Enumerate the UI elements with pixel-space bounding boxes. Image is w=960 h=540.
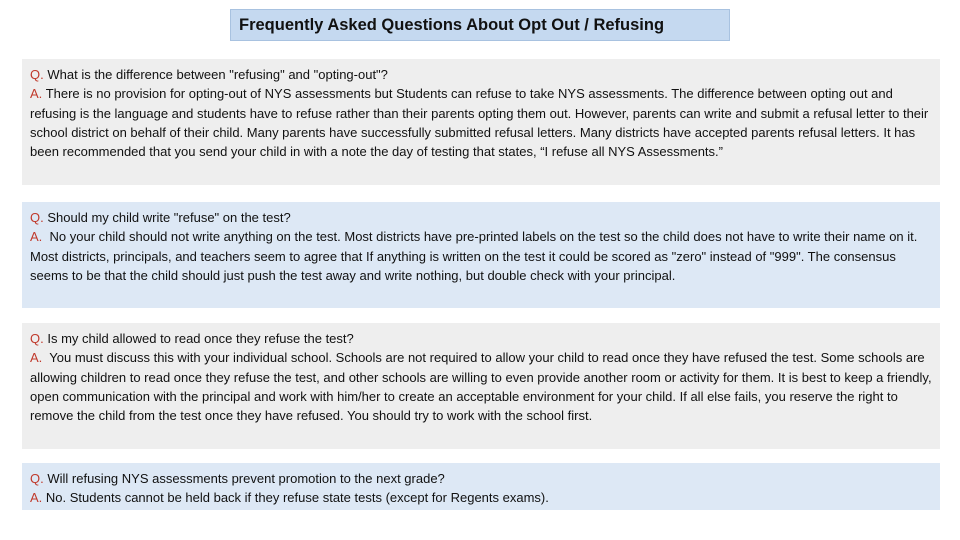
answer-text: No. Students cannot be held back if they refuse state tests (except for Regents exams). [45, 490, 549, 506]
answer-text: You must discuss this with your individual school. Schools are not required to allow your child to read once they have refused the test. Some schools are allowing children to read once they refuse the test, and other schools are willing to even provide another room or activity for them. It is best to keep a friendly, open communication with the principal and work with him/her to create an acceptable environment for your child. If all else fails, you reserve the right to remove the child from the test once they have refused. You should try to work with the school first. [30, 350, 932, 424]
faq-item-refusing-vs-opting-out [22, 59, 940, 185]
question-marker: Q. [30, 210, 44, 225]
answer-marker: A. [30, 229, 43, 245]
question-text: What is the difference between "refusing" and "opting-out"? [47, 67, 388, 82]
page-title: Frequently Asked Questions About Opt Out / Refusing [230, 9, 730, 41]
faq-answer [30, 227, 932, 285]
faq-answer [30, 488, 932, 507]
answer-text: No your child should not write anything on the test. Most districts have pre-printed labels on the test so the child does not have to write their name on it. Most districts, principals, and teachers seem to agree that If anything is written on the test it could be scored as "zero" instead of "999". The consensus seems to be that the child should just push the test away and write nothing, but double check with your principal. [30, 229, 918, 283]
question-text: Will refusing NYS assessments prevent promotion to the next grade? [47, 471, 445, 486]
faq-question [30, 469, 932, 488]
faq-question [30, 329, 932, 348]
faq-item-read-after-refusal [22, 323, 940, 449]
faq-answer [30, 348, 932, 425]
faq-item-write-refuse [22, 202, 940, 308]
answer-text: There is no provision for opting-out of NYS assessments but Students can refuse to take NYS assessments. The difference between opting out and refusing is the language and students have to refuse rather than their parents opting them out. However, parents can write and submit a refusal letter to their school district on behalf of their child. Many parents have successfully submitted refusal letters. Many districts have accepted parents refusal letters. It has been recommended that you send your child in with a note the day of testing that states, “I refuse all NYS Assessments.” [30, 86, 929, 160]
answer-marker: A. [30, 490, 43, 506]
faq-question [30, 65, 932, 84]
question-marker: Q. [30, 471, 44, 486]
question-text: Is my child allowed to read once they refuse the test? [47, 331, 354, 346]
faq-answer [30, 84, 932, 161]
question-marker: Q. [30, 331, 44, 346]
answer-marker: A. [30, 350, 43, 366]
faq-question [30, 208, 932, 227]
faq-item-promotion [22, 463, 940, 510]
answer-marker: A. [30, 86, 43, 102]
question-marker: Q. [30, 67, 44, 82]
question-text: Should my child write "refuse" on the test? [47, 210, 291, 225]
